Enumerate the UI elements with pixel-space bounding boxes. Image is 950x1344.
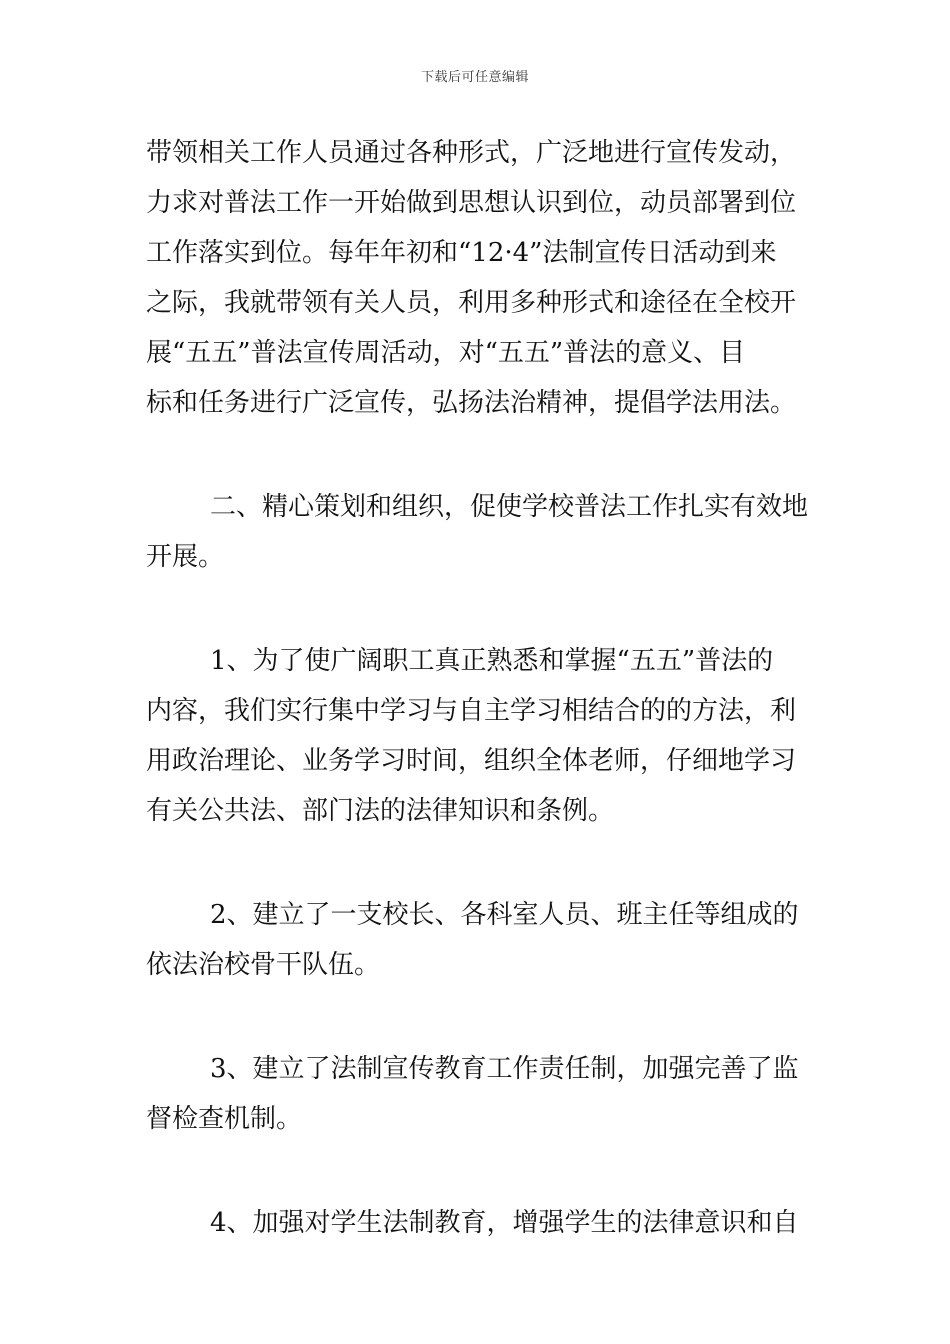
text-line: 二、精心策划和组织，促使学校普法工作扎实有效地 xyxy=(210,492,809,522)
text-line: 4、加强对学生法制教育，增强学生的法律意识和自 xyxy=(210,1208,799,1238)
text-line: 展“五五”普法宣传周活动，对“五五”普法的意义、目 xyxy=(146,338,746,368)
paragraph-gap xyxy=(146,990,810,1044)
paragraph-gap xyxy=(146,428,810,482)
text-line: 用政治理论、业务学习时间，组织全体老师，仔细地学习 xyxy=(146,746,797,776)
text-line: 标和任务进行广泛宣传，弘扬法治精神，提倡学法用法。 xyxy=(146,388,797,418)
page-header: 下载后可任意编辑 xyxy=(420,70,529,85)
paragraph-3 xyxy=(146,636,810,836)
document-body xyxy=(146,128,810,1248)
paragraph-4 xyxy=(146,890,810,990)
text-line: 力求对普法工作一开始做到思想认识到位，动员部署到位 xyxy=(146,188,797,218)
text-line: 依法治校骨干队伍。 xyxy=(146,950,381,980)
text-line: 3、建立了法制宣传教育工作责任制，加强完善了监 xyxy=(210,1054,799,1084)
paragraph-gap xyxy=(146,1144,810,1198)
text-line: 工作落实到位。每年年初和“12·4”法制宣传日活动到来 xyxy=(146,238,777,268)
text-line: 督检查机制。 xyxy=(146,1104,303,1134)
paragraph-5 xyxy=(146,1044,810,1144)
text-line: 带领相关工作人员通过各种形式，广泛地进行宣传发动， xyxy=(146,138,797,168)
text-line: 开展。 xyxy=(146,542,225,572)
paragraph-2 xyxy=(146,482,810,582)
text-line: 2、建立了一支校长、各科室人员、班主任等组成的 xyxy=(210,900,799,930)
paragraph-6 xyxy=(146,1198,810,1248)
text-line: 有关公共法、部门法的法律知识和条例。 xyxy=(146,796,615,826)
text-line: 1、为了使广阔职工真正熟悉和掌握“五五”普法的 xyxy=(210,646,774,676)
paragraph-gap xyxy=(146,582,810,636)
paragraph-gap xyxy=(146,836,810,890)
paragraph-1 xyxy=(146,128,810,428)
text-line: 之际，我就带领有关人员，利用多种形式和途径在全校开 xyxy=(146,288,797,318)
text-line: 内容，我们实行集中学习与自主学习相结合的的方法，利 xyxy=(146,696,797,726)
